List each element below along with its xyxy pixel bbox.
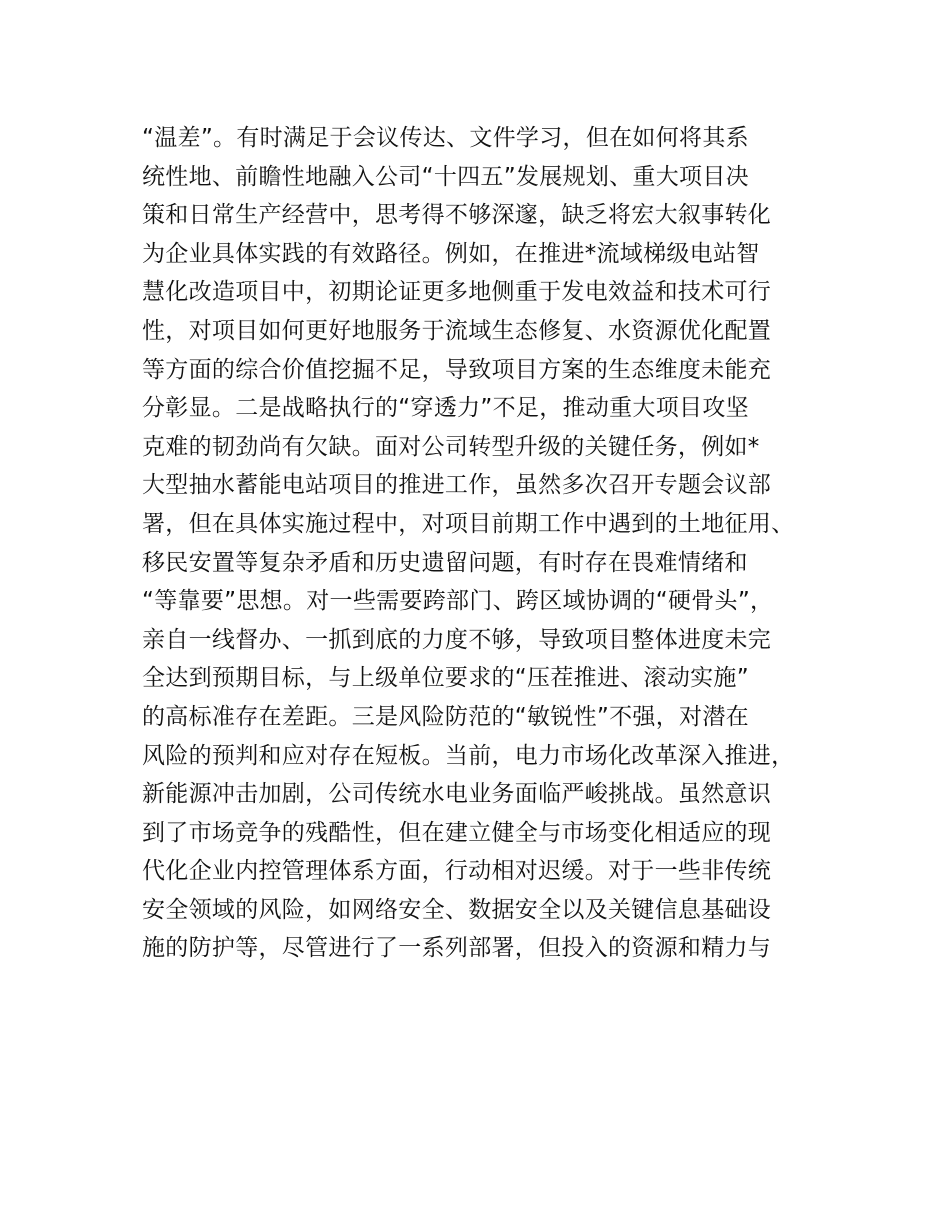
text-line: 风险的预判和应对存在短板。当前，电力市场化改革深入推进， (142, 742, 795, 769)
text-line: 性，对项目如何更好地服务于流域生态修复、水资源优化配置 (142, 317, 772, 344)
text-line: 移民安置等复杂矛盾和历史遗留问题，有时存在畏难情绪和 (142, 549, 748, 576)
text-line: 代化企业内控管理体系方面，行动相对迟缓。对于一些非传统 (142, 858, 772, 885)
text-line: 为企业具体实践的有效路径。例如，在推进*流域梯级电站智 (142, 240, 760, 267)
text-line: 克难的韧劲尚有欠缺。面对公司转型升级的关键任务，例如* (142, 433, 760, 460)
text-line: 新能源冲击加剧，公司传统水电业务面临严峻挑战。虽然意识 (142, 781, 772, 808)
text-line: “等靠要”思想。对一些需要跨部门、跨区域协调的“硬骨头”， (142, 588, 774, 615)
text-line: “温差”。有时满足于会议传达、文件学习，但在如何将其系 (142, 125, 749, 151)
text-line: 等方面的综合价值挖掘不足，导致项目方案的生态维度未能充 (142, 356, 772, 383)
text-line: 策和日常生产经营中，思考得不够深邃，缺乏将宏大叙事转化 (142, 202, 772, 229)
text-line: 统性地、前瞻性地融入公司“十四五”发展规划、重大项目决 (142, 163, 749, 190)
text-line: 的高标准存在差距。三是风险防范的“敏锐性”不强，对潜在 (142, 703, 749, 730)
text-line: 亲自一线督办、一抓到底的力度不够，导致项目整体进度未完 (142, 626, 772, 653)
text-line: 到了市场竞争的残酷性，但在建立健全与市场变化相适应的现 (142, 819, 772, 846)
text-line: 慧化改造项目中，初期论证更多地侧重于发电效益和技术可行 (142, 279, 772, 306)
text-line: 全达到预期目标，与上级单位要求的“压茬推进、滚动实施” (142, 665, 749, 692)
text-line: 分彰显。二是战略执行的“穿透力”不足，推动重大项目攻坚 (142, 395, 749, 422)
text-line: 大型抽水蓄能电站项目的推进工作，虽然多次召开专题会议部 (142, 472, 772, 499)
text-line: 施的防护等，尽管进行了一系列部署，但投入的资源和精力与 (142, 935, 772, 962)
text-line: 安全领域的风险，如网络安全、数据安全以及关键信息基础设 (142, 896, 772, 923)
text-line: 署，但在具体实施过程中，对项目前期工作中遇到的土地征用、 (142, 510, 795, 537)
body-paragraph (142, 119, 842, 968)
